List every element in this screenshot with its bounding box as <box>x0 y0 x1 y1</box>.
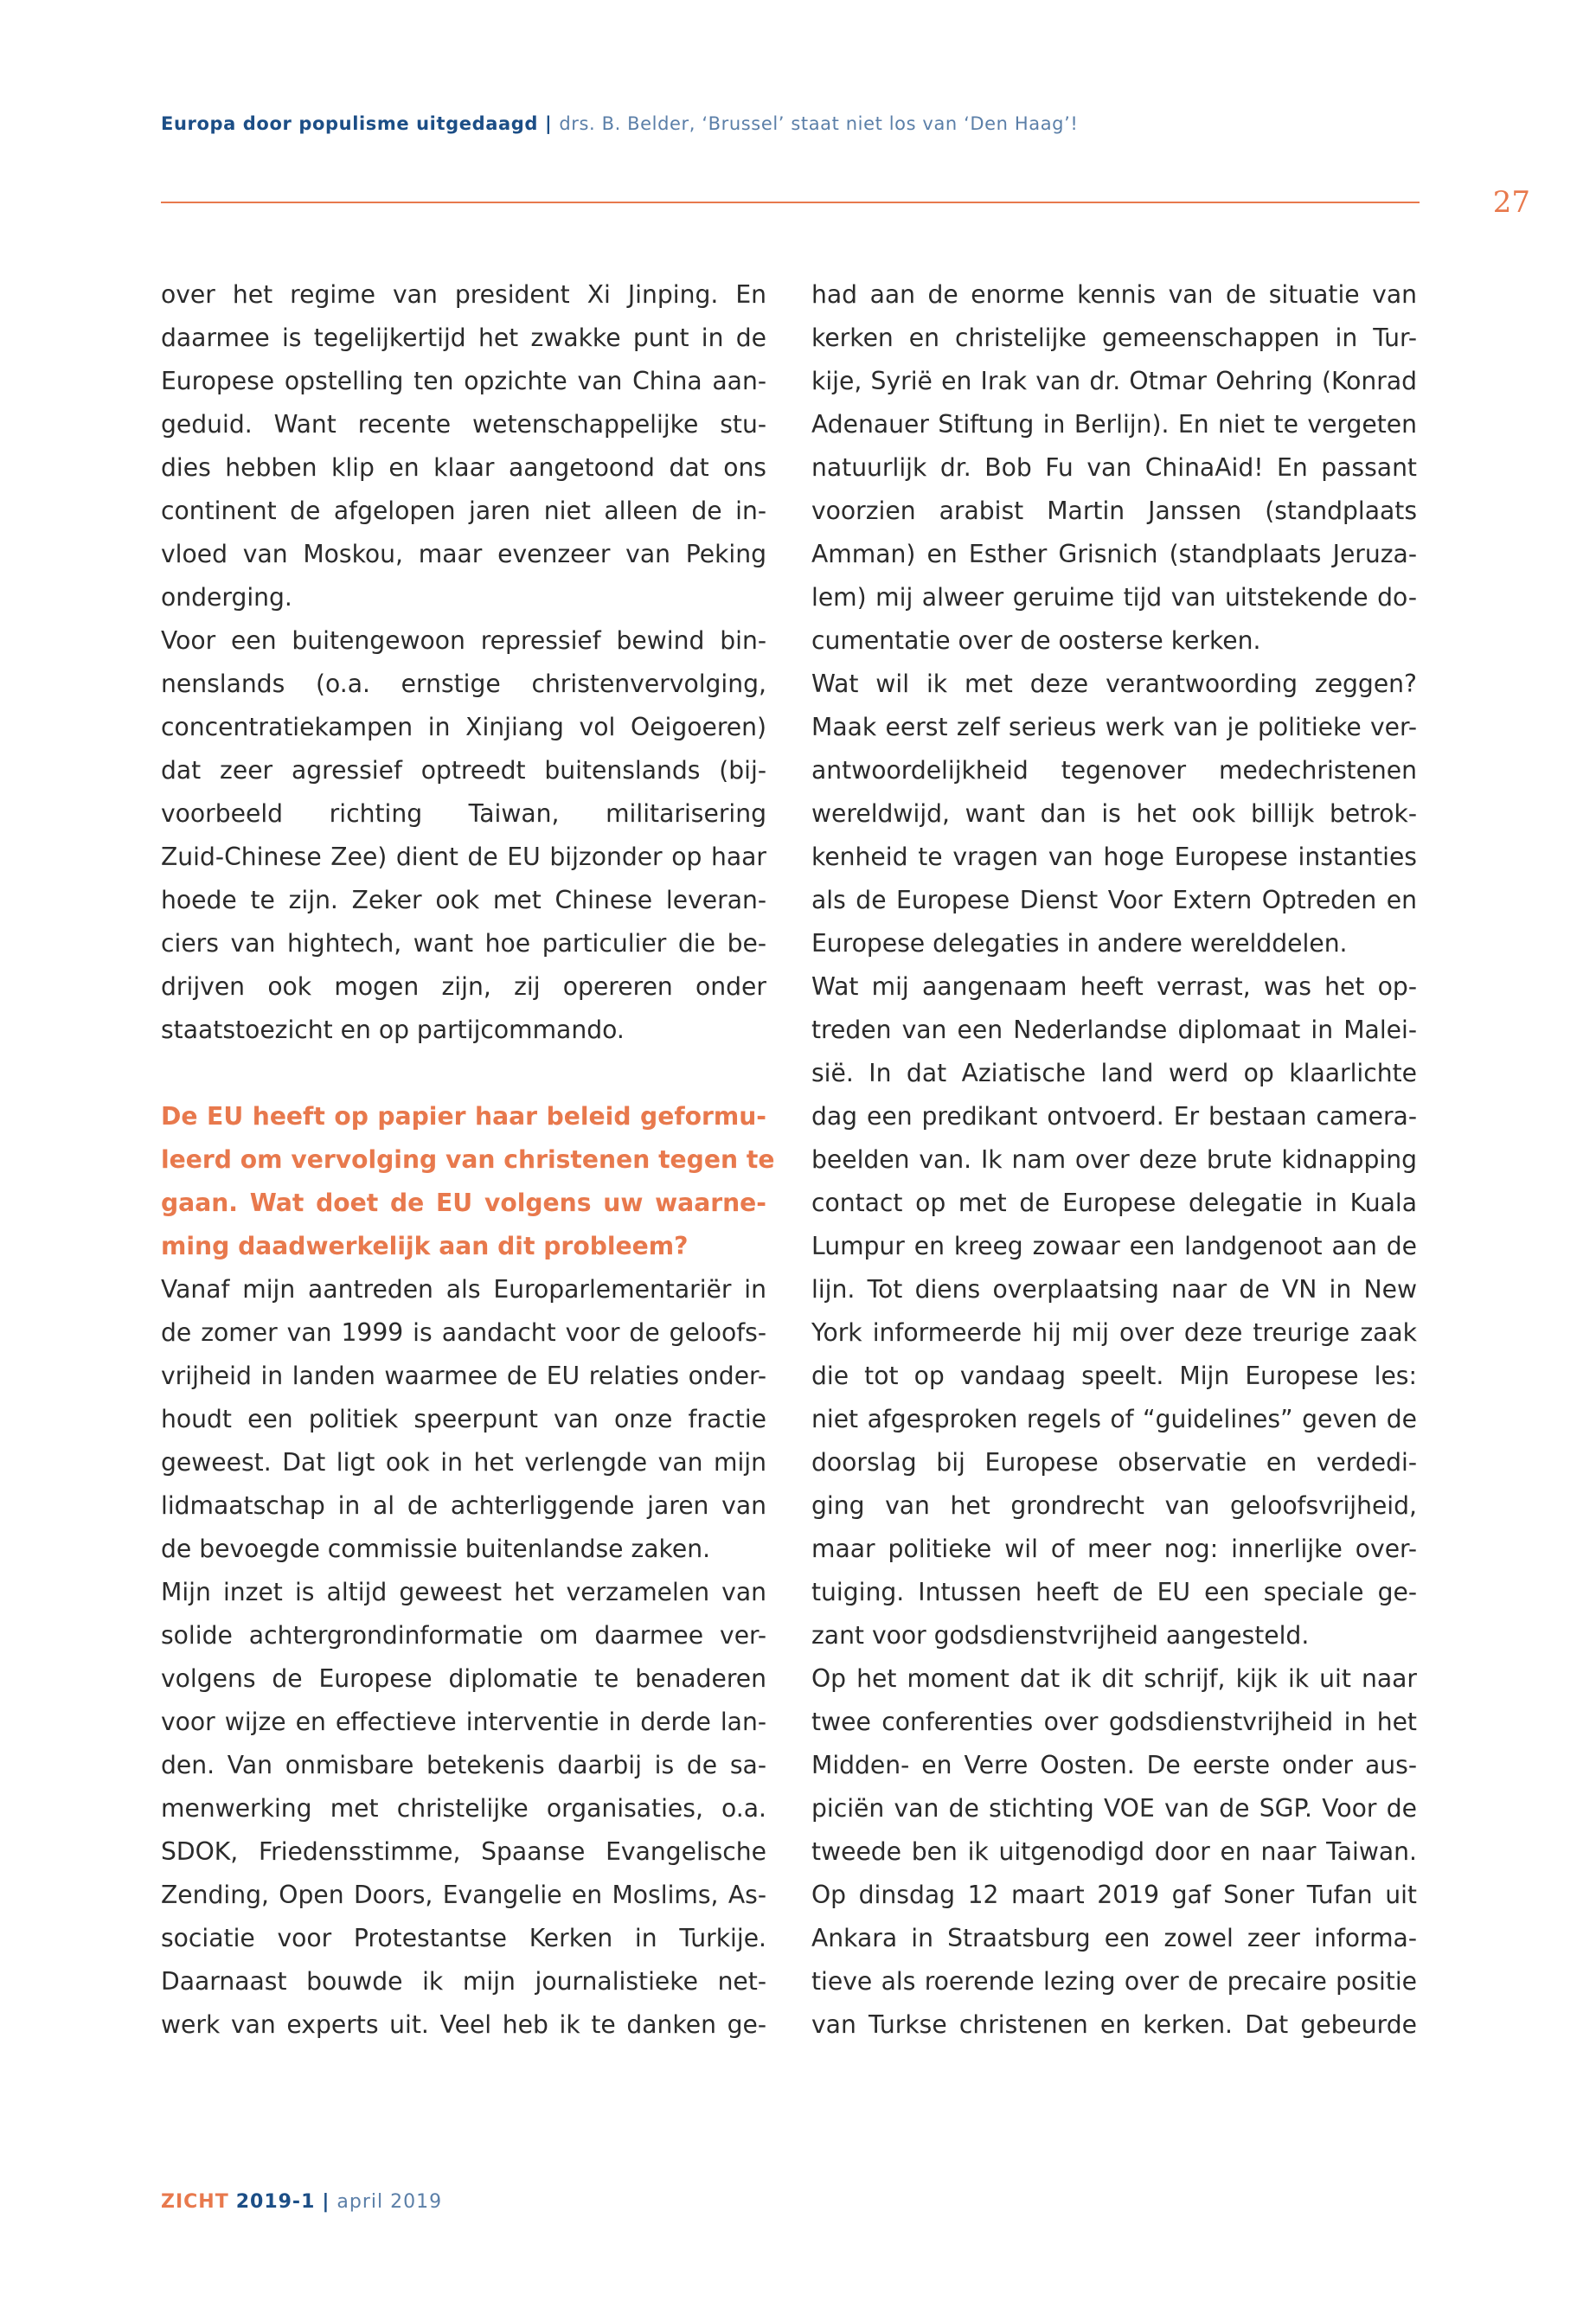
footer <box>161 2191 442 2213</box>
body-text-line: Voor een buitengewoon repressief bewind bin- <box>161 626 766 655</box>
body-text-line: Europese delegaties in andere werelddelen. <box>811 929 1348 958</box>
body-text-line: doorslag bij Europese observatie en verdedi- <box>811 1448 1417 1477</box>
body-text-line: drijven ook mogen zijn, zij opereren onder <box>161 972 766 1001</box>
body-text-line: staatstoezicht en op partijcommando. <box>161 1016 625 1044</box>
body-text-line: dat zeer agressief optreedt buitenslands (bij- <box>161 756 766 785</box>
body-text-line: Midden- en Verre Oosten. De eerste onder aus- <box>811 1751 1417 1779</box>
body-text-line: Zending, Open Doors, Evangelie en Moslims, As- <box>161 1881 766 1909</box>
body-text-line: concentratiekampen in Xinjiang vol Oeigoeren) <box>161 713 766 741</box>
body-text-line: over het regime van president Xi Jinping. En <box>161 280 766 309</box>
body-text-line: voor wijze en effectieve interventie in derde lan- <box>161 1708 766 1736</box>
body-text-line: lem) mij alweer geruime tijd van uitstekende do- <box>811 583 1417 612</box>
header-series-title: Europa door populisme uitgedaagd <box>161 113 539 134</box>
body-text-line: lidmaatschap in al de achterliggende jaren van <box>161 1491 766 1520</box>
body-text-line: ciers van hightech, want hoe particulier die be- <box>161 929 766 958</box>
page-number: 27 <box>1492 185 1530 220</box>
right-text-column <box>811 273 1417 2047</box>
body-text-line: zant voor godsdienstvrijheid aangesteld. <box>811 1621 1310 1650</box>
body-text-line: menwerking met christelijke organisaties, o.a. <box>161 1794 766 1823</box>
body-text-line: York informeerde hij mij over deze treurige zaak <box>811 1318 1417 1347</box>
body-text-line: Zuid-Chinese Zee) dient de EU bijzonder op haar <box>161 843 766 871</box>
body-text-line: geduid. Want recente wetenschappelijke stu- <box>161 410 766 439</box>
question-heading-line: leerd om vervolging van christenen tegen te <box>161 1145 775 1174</box>
body-text-line: continent de afgelopen jaren niet alleen de in- <box>161 497 766 525</box>
footer-separator: | <box>322 2191 330 2213</box>
body-text-line: onderging. <box>161 583 292 612</box>
body-text-line: dag een predikant ontvoerd. Er bestaan camera- <box>811 1102 1417 1131</box>
body-text-line: niet afgesproken regels of “guidelines” geven de <box>811 1405 1417 1433</box>
body-text-line: treden van een Nederlandse diplomaat in Malei- <box>811 1016 1417 1044</box>
body-text-line: vrijheid in landen waarmee de EU relaties onder- <box>161 1362 766 1390</box>
footer-date: april 2019 <box>337 2191 443 2213</box>
paragraph-spacer <box>161 1052 766 1095</box>
body-text-line: die tot op vandaag speelt. Mijn Europese les: <box>811 1362 1417 1390</box>
body-text-line: Europese opstelling ten opzichte van China aan- <box>161 367 766 395</box>
body-text-line: Daarnaast bouwde ik mijn journalistieke net- <box>161 1967 766 1996</box>
body-text-line: tuiging. Intussen heeft de EU een speciale ge- <box>811 1578 1417 1606</box>
body-text-line: antwoordelijkheid tegenover medechristenen <box>811 756 1417 785</box>
header-article-title: drs. B. Belder, ‘Brussel’ staat niet los van ‘Den Haag’! <box>559 113 1079 134</box>
body-text-line: nenslands (o.a. ernstige christenvervolging, <box>161 670 766 698</box>
body-text-line: piciën van de stichting VOE van de SGP. Voor de <box>811 1794 1417 1823</box>
body-text-line: Op dinsdag 12 maart 2019 gaf Soner Tufan uit <box>811 1881 1417 1909</box>
body-text-line: wereldwijd, want dan is het ook billijk betrok- <box>811 799 1417 828</box>
body-text-line: contact op met de Europese delegatie in Kuala <box>811 1189 1417 1217</box>
question-heading-line: ming daadwerkelijk aan dit probleem? <box>161 1232 689 1260</box>
body-text-line: Maak eerst zelf serieus werk van je politieke ver- <box>811 713 1417 741</box>
footer-issue: 2019-1 <box>235 2191 316 2213</box>
body-text-line: Wat wil ik met deze verantwoording zeggen? <box>811 670 1417 698</box>
body-text-line: volgens de Europese diplomatie te benaderen <box>161 1664 766 1693</box>
body-text-line: sociatie voor Protestantse Kerken in Turkije. <box>161 1924 766 1952</box>
body-text-line: kerken en christelijke gemeenschappen in Tur- <box>811 324 1417 352</box>
body-text-line: SDOK, Friedensstimme, Spaanse Evangelische <box>161 1837 766 1866</box>
body-text-line: Ankara in Straatsburg een zowel zeer informa- <box>811 1924 1417 1952</box>
body-text-line: Op het moment dat ik dit schrijf, kijk ik uit naar <box>811 1664 1417 1693</box>
header-rule <box>161 202 1420 203</box>
footer-magazine: ZICHT <box>161 2191 229 2213</box>
question-heading-line: De EU heeft op papier haar beleid geformu- <box>161 1102 766 1131</box>
body-text-line: de zomer van 1999 is aandacht voor de geloofs- <box>161 1318 766 1347</box>
body-text-line: solide achtergrondinformatie om daarmee ver- <box>161 1621 766 1650</box>
body-text-line: beelden van. Ik nam over deze brute kidnapping <box>811 1145 1417 1174</box>
body-text-line: Lumpur en kreeg zowaar een landgenoot aan de <box>811 1232 1417 1260</box>
body-text-line: geweest. Dat ligt ook in het verlengde van mijn <box>161 1448 766 1477</box>
body-text-line: Mijn inzet is altijd geweest het verzamelen van <box>161 1578 766 1606</box>
body-text-line: twee conferenties over godsdienstvrijheid in het <box>811 1708 1417 1736</box>
body-text-line: Amman) en Esther Grisnich (standplaats Jeruza- <box>811 540 1417 568</box>
body-text-line: maar politieke wil of meer nog: innerlijke over- <box>811 1535 1417 1563</box>
body-text-line: ging van het grondrecht van geloofsvrijheid, <box>811 1491 1417 1520</box>
body-text-line: Vanaf mijn aantreden als Europarlementariër in <box>161 1275 766 1304</box>
body-text-line: de bevoegde commissie buitenlandse zaken. <box>161 1535 711 1563</box>
body-text-line: hoede te zijn. Zeker ook met Chinese leveran- <box>161 886 766 914</box>
body-text-line: voorzien arabist Martin Janssen (standplaats <box>811 497 1417 525</box>
question-heading-line: gaan. Wat doet de EU volgens uw waarne- <box>161 1189 766 1217</box>
body-text-line: tieve als roerende lezing over de precaire positie <box>811 1967 1417 1996</box>
body-text-line: als de Europese Dienst Voor Extern Optreden en <box>811 886 1417 914</box>
body-text-line: van Turkse christenen en kerken. Dat gebeurde <box>811 2010 1417 2039</box>
body-text-line: tweede ben ik uitgenodigd door en naar Taiwan. <box>811 1837 1417 1866</box>
body-text-line: natuurlijk dr. Bob Fu van ChinaAid! En passant <box>811 453 1417 482</box>
body-text-line: Wat mij aangenaam heeft verrast, was het op- <box>811 972 1417 1001</box>
body-text-line: vloed van Moskou, maar evenzeer van Peking <box>161 540 766 568</box>
body-text-line: lijn. Tot diens overplaatsing naar de VN in New <box>811 1275 1417 1304</box>
body-text-line: Adenauer Stiftung in Berlijn). En niet te vergeten <box>811 410 1417 439</box>
body-text-line: kenheid te vragen van hoge Europese instanties <box>811 843 1417 871</box>
left-text-column <box>161 273 775 2047</box>
body-text-line: had aan de enorme kennis van de situatie van <box>811 280 1417 309</box>
running-header <box>161 113 1424 134</box>
body-text-line: sië. In dat Aziatische land werd op klaarlichte <box>811 1059 1417 1087</box>
body-text-line: kije, Syrië en Irak van dr. Otmar Oehring (Konrad <box>811 367 1417 395</box>
body-text-line: dies hebben klip en klaar aangetoond dat ons <box>161 453 766 482</box>
body-text-line: werk van experts uit. Veel heb ik te danken ge- <box>161 2010 766 2039</box>
body-text-line: voorbeeld richting Taiwan, militarisering <box>161 799 766 828</box>
header-separator: | <box>545 113 553 134</box>
body-text-line: den. Van onmisbare betekenis daarbij is de sa- <box>161 1751 766 1779</box>
body-text-line: daarmee is tegelijkertijd het zwakke punt in de <box>161 324 766 352</box>
body-text-line: houdt een politiek speerpunt van onze fractie <box>161 1405 766 1433</box>
body-text-line: cumentatie over de oosterse kerken. <box>811 626 1261 655</box>
